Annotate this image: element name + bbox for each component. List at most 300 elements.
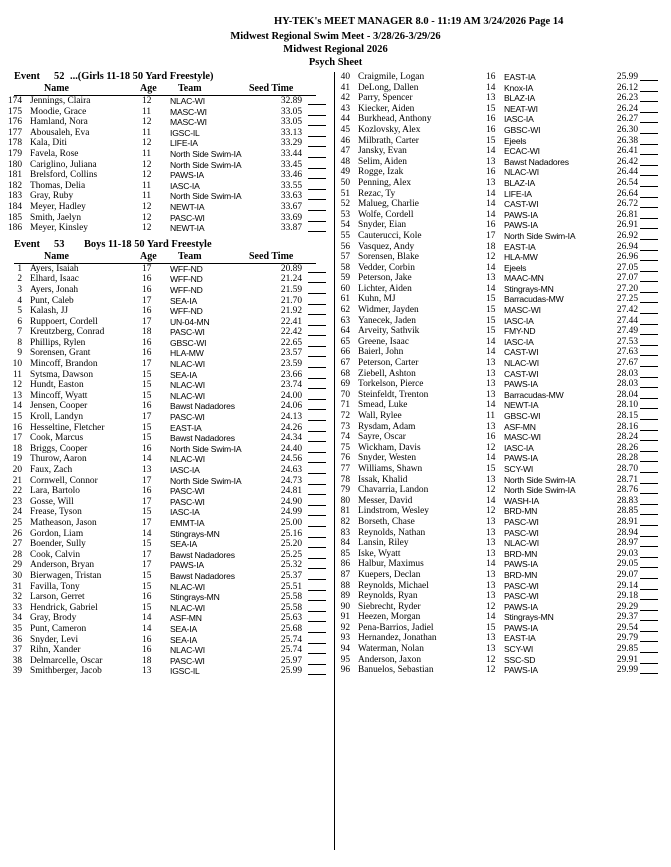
seed-time: 26.44 xyxy=(616,167,638,178)
finals-time-blank xyxy=(640,644,658,653)
swimmer-age: 13 xyxy=(142,666,152,677)
finals-time-blank xyxy=(640,506,658,515)
swimmer-age: 13 xyxy=(486,358,496,369)
table-row xyxy=(14,635,330,646)
column-headers xyxy=(14,84,316,96)
finals-time-blank xyxy=(640,125,658,134)
swimmer-team: GBSC-WI xyxy=(504,411,541,421)
seed-time: 33.69 xyxy=(280,212,302,223)
swimmer-team: NLAC-WI xyxy=(170,454,205,465)
seed-rank: 16 xyxy=(12,422,22,433)
finals-time-blank xyxy=(308,603,326,612)
finals-time-blank xyxy=(640,358,658,367)
swimmer-age: 16 xyxy=(142,284,152,295)
seed-time: 26.27 xyxy=(616,114,638,125)
event-52-rows xyxy=(7,96,330,234)
table-row xyxy=(14,571,330,582)
swimmer-team: North Side Swim-IA xyxy=(504,230,576,241)
finals-time-blank xyxy=(308,202,326,211)
seed-rank: 46 xyxy=(340,135,350,146)
swimmer-name: Briggs, Cooper xyxy=(30,443,88,454)
table-row xyxy=(340,400,660,411)
seed-rank: 79 xyxy=(340,485,350,496)
swimmer-age: 13 xyxy=(486,368,496,379)
swimmer-team: North Side Swim-IA xyxy=(170,475,242,486)
finals-time-blank xyxy=(308,529,326,538)
table-row xyxy=(340,294,660,305)
seed-rank: 68 xyxy=(340,368,350,379)
finals-time-blank xyxy=(308,274,326,283)
finals-time-blank xyxy=(308,592,326,601)
swimmer-name: Wolfe, Cordell xyxy=(358,209,414,220)
swimmer-team: NLAC-WI xyxy=(170,645,205,656)
right-column xyxy=(340,72,660,676)
swimmer-name: Kuhn, MJ xyxy=(358,294,396,305)
swimmer-age: 12 xyxy=(486,665,496,676)
swimmer-age: 13 xyxy=(486,156,496,167)
seed-time: 25.68 xyxy=(280,623,302,634)
table-row xyxy=(340,242,660,253)
finals-time-blank xyxy=(308,338,326,347)
table-row xyxy=(340,612,660,623)
table-row xyxy=(7,201,330,213)
swimmer-team: IASC-IA xyxy=(170,507,200,518)
swimmer-name: Lichter, Aiden xyxy=(358,283,412,294)
swimmer-age: 15 xyxy=(142,422,152,433)
finals-time-blank xyxy=(640,475,658,484)
swimmer-name: Punt, Cameron xyxy=(30,623,87,634)
table-row xyxy=(340,220,660,231)
table-row xyxy=(340,316,660,327)
swimmer-team: Barracudas-MW xyxy=(504,294,564,305)
seed-time: 26.96 xyxy=(616,252,638,263)
swimmer-team: MASC-WI xyxy=(170,106,207,117)
swimmer-age: 17 xyxy=(142,560,152,571)
swimmer-age: 14 xyxy=(486,559,496,570)
seed-time: 21.24 xyxy=(280,274,302,285)
finals-time-blank xyxy=(640,337,658,346)
table-row xyxy=(14,348,330,359)
swimmer-name: Abousaleh, Eva xyxy=(30,127,90,138)
swimmer-team: WASH-IA xyxy=(504,495,540,506)
finals-time-blank xyxy=(308,433,326,442)
seed-rank: 77 xyxy=(340,463,350,474)
table-row xyxy=(340,443,660,454)
swimmer-age: 12 xyxy=(142,212,152,223)
finals-time-blank xyxy=(308,465,326,474)
finals-time-blank xyxy=(308,138,326,147)
swimmer-age: 15 xyxy=(142,539,152,550)
finals-time-blank xyxy=(308,571,326,580)
swimmer-name: Bierwagen, Tristan xyxy=(30,570,102,581)
seed-time: 26.12 xyxy=(616,82,638,93)
swimmer-name: Hamland, Nora xyxy=(30,117,88,128)
swimmer-team: MASC-WI xyxy=(504,305,541,316)
seed-rank: 67 xyxy=(340,358,350,369)
seed-time: 25.58 xyxy=(280,592,302,603)
swimmer-team: SEA-IA xyxy=(170,369,197,380)
seed-rank: 70 xyxy=(340,389,350,400)
swimmer-age: 18 xyxy=(142,655,152,666)
seed-rank: 36 xyxy=(12,634,22,645)
swimmer-age: 15 xyxy=(486,305,496,316)
seed-rank: 182 xyxy=(7,180,22,191)
swimmer-name: Kalash, JJ xyxy=(30,306,69,317)
swimmer-name: Anderson, Jaxon xyxy=(358,654,422,665)
finals-time-blank xyxy=(640,559,658,568)
swimmer-team: UN-04-MN xyxy=(170,316,210,327)
swimmer-team: SEA-IA xyxy=(170,539,197,550)
table-row xyxy=(14,370,330,381)
swimmer-age: 14 xyxy=(486,188,496,199)
swimmer-age: 15 xyxy=(142,581,152,592)
finals-time-blank xyxy=(308,454,326,463)
swimmer-name: Kuepers, Declan xyxy=(358,569,421,580)
swimmer-team: MASC-WI xyxy=(170,117,207,128)
table-row xyxy=(7,138,330,149)
table-row xyxy=(340,602,660,613)
finals-time-blank xyxy=(640,104,658,113)
table-row xyxy=(340,83,660,94)
seed-rank: 91 xyxy=(340,612,350,623)
seed-rank: 95 xyxy=(340,654,350,665)
finals-time-blank xyxy=(640,390,658,399)
table-row xyxy=(340,390,660,401)
table-row xyxy=(14,359,330,370)
swimmer-name: Sorensen, Grant xyxy=(30,348,91,359)
seed-rank: 87 xyxy=(340,569,350,580)
swimmer-name: Malueg, Charlie xyxy=(358,199,419,210)
swimmer-team: PASC-WI xyxy=(504,580,539,591)
seed-time: 25.00 xyxy=(280,517,302,528)
swimmer-team: Stingrays-MN xyxy=(504,283,554,294)
finals-time-blank xyxy=(308,486,326,495)
finals-time-blank xyxy=(640,485,658,494)
swimmer-age: 14 xyxy=(142,528,152,539)
seed-rank: 96 xyxy=(340,665,350,676)
swimmer-team: NLAC-WI xyxy=(504,538,539,549)
swimmer-name: Rezac, Ty xyxy=(358,188,396,199)
swimmer-name: Snyder, Levi xyxy=(30,634,79,645)
seed-rank: 177 xyxy=(7,127,22,138)
swimmer-age: 12 xyxy=(142,117,152,128)
swimmer-team: Bawst Nadadores xyxy=(504,156,569,167)
swimmer-team: WFF-ND xyxy=(170,274,203,285)
swimmer-age: 17 xyxy=(142,549,152,560)
finals-time-blank xyxy=(640,655,658,664)
finals-time-blank xyxy=(640,464,658,473)
seed-time: 23.57 xyxy=(280,348,302,359)
swimmer-team: NEWT-IA xyxy=(170,201,205,212)
swimmer-team: EAST-IA xyxy=(504,241,536,252)
swimmer-age: 16 xyxy=(142,401,152,412)
seed-time: 28.26 xyxy=(616,442,638,453)
table-row xyxy=(340,655,660,666)
swimmer-name: Rysdam, Adam xyxy=(358,421,416,432)
seed-rank: 44 xyxy=(340,114,350,125)
event-53-rows-right xyxy=(340,72,660,676)
table-row xyxy=(340,72,660,83)
seed-time: 28.70 xyxy=(616,463,638,474)
seed-time: 25.37 xyxy=(280,570,302,581)
seed-time: 23.66 xyxy=(280,369,302,380)
swimmer-name: Ziebell, Ashton xyxy=(358,368,416,379)
seed-rank: 57 xyxy=(340,252,350,263)
swimmer-team: NLAC-WI xyxy=(170,96,205,106)
swimmer-team: BLAZ-IA xyxy=(504,93,536,104)
finals-time-blank xyxy=(308,613,326,622)
seed-time: 33.67 xyxy=(280,201,302,212)
swimmer-team: ASF-MN xyxy=(504,421,536,432)
seed-rank: 186 xyxy=(7,223,22,234)
table-row xyxy=(7,191,330,202)
swimmer-age: 15 xyxy=(486,135,496,146)
finals-time-blank xyxy=(308,149,326,158)
seed-rank: 30 xyxy=(12,570,22,581)
swimmer-age: 17 xyxy=(142,316,152,327)
swimmer-name: Cook, Marcus xyxy=(30,433,84,444)
table-row xyxy=(14,401,330,412)
seed-time: 27.25 xyxy=(616,294,638,305)
seed-time: 24.99 xyxy=(280,507,302,518)
swimmer-name: Kiecker, Aiden xyxy=(358,103,415,114)
swimmer-age: 15 xyxy=(486,622,496,633)
table-row xyxy=(340,453,660,464)
seed-rank: 41 xyxy=(340,82,350,93)
seed-rank: 33 xyxy=(12,602,22,613)
finals-time-blank xyxy=(640,453,658,462)
finals-time-blank xyxy=(640,136,658,145)
swimmer-team: North Side Swim-IA xyxy=(170,159,242,170)
col-name: Name xyxy=(44,83,69,94)
table-row xyxy=(14,539,330,550)
seed-time: 25.32 xyxy=(280,560,302,571)
swimmer-age: 12 xyxy=(486,506,496,517)
seed-time: 26.30 xyxy=(616,124,638,135)
swimmer-name: Wickham, Davis xyxy=(358,442,421,453)
swimmer-team: BLAZ-IA xyxy=(504,177,536,188)
swimmer-team: NLAC-WI xyxy=(504,358,539,369)
seed-time: 25.58 xyxy=(280,602,302,613)
finals-time-blank xyxy=(308,518,326,527)
table-row xyxy=(14,454,330,465)
seed-time: 32.89 xyxy=(280,96,302,106)
seed-time: 26.54 xyxy=(616,177,638,188)
table-row xyxy=(7,148,330,160)
seed-rank: 174 xyxy=(7,96,22,106)
swimmer-age: 17 xyxy=(142,263,152,274)
swimmer-team: NEWT-IA xyxy=(170,223,205,234)
table-row xyxy=(7,117,330,128)
seed-time: 22.65 xyxy=(280,337,302,348)
seed-time: 29.18 xyxy=(616,591,638,602)
swimmer-age: 17 xyxy=(142,412,152,423)
finals-time-blank xyxy=(640,114,658,123)
seed-time: 25.25 xyxy=(280,549,302,560)
table-row xyxy=(340,369,660,380)
swimmer-name: Thomas, Delia xyxy=(30,180,86,191)
table-row xyxy=(340,231,660,242)
seed-time: 28.15 xyxy=(616,411,638,421)
swimmer-team: PAWS-IA xyxy=(170,560,204,571)
finals-time-blank xyxy=(640,72,658,81)
swimmer-age: 14 xyxy=(486,146,496,157)
swimmer-age: 13 xyxy=(486,273,496,284)
swimmer-team: IASC-IA xyxy=(170,465,200,475)
swimmer-name: Kreutzberg, Conrad xyxy=(30,327,105,338)
swimmer-team: IASC-IA xyxy=(504,114,534,125)
swimmer-name: Widmer, Jayden xyxy=(358,305,419,316)
seed-rank: 55 xyxy=(340,230,350,241)
swimmer-team: EAST-IA xyxy=(504,72,536,82)
table-row xyxy=(14,306,330,317)
seed-time: 33.44 xyxy=(280,148,302,159)
seed-time: 24.81 xyxy=(280,486,302,497)
swimmer-age: 13 xyxy=(486,644,496,655)
finals-time-blank xyxy=(640,623,658,632)
seed-rank: 8 xyxy=(17,337,22,348)
swimmer-age: 13 xyxy=(486,591,496,602)
seed-rank: 22 xyxy=(12,486,22,497)
seed-time: 26.81 xyxy=(616,209,638,220)
swimmer-name: Delmarcelle, Oscar xyxy=(30,655,103,666)
seed-time: 33.46 xyxy=(280,170,302,181)
table-row xyxy=(340,464,660,475)
seed-rank: 47 xyxy=(340,146,350,157)
table-row xyxy=(14,338,330,349)
swimmer-age: 13 xyxy=(486,569,496,580)
finals-time-blank xyxy=(308,624,326,633)
table-row xyxy=(340,644,660,655)
swimmer-team: ECAC-WI xyxy=(504,146,540,157)
finals-time-blank xyxy=(308,444,326,453)
seed-rank: 27 xyxy=(12,539,22,550)
swimmer-age: 14 xyxy=(486,347,496,358)
finals-time-blank xyxy=(308,128,326,137)
swimmer-age: 14 xyxy=(486,400,496,411)
swimmer-age: 16 xyxy=(142,486,152,497)
table-row xyxy=(340,136,660,147)
swimmer-age: 12 xyxy=(142,223,152,234)
swimmer-name: Matheason, Jason xyxy=(30,517,97,528)
table-row xyxy=(340,104,660,115)
swimmer-name: Waterman, Nolan xyxy=(358,644,424,655)
finals-time-blank xyxy=(640,517,658,526)
swimmer-age: 16 xyxy=(486,72,496,82)
finals-time-blank xyxy=(308,582,326,591)
table-row xyxy=(340,559,660,570)
table-row xyxy=(340,273,660,284)
swimmer-team: PAWS-IA xyxy=(504,220,538,231)
seed-rank: 28 xyxy=(12,549,22,560)
finals-time-blank xyxy=(640,538,658,547)
seed-rank: 86 xyxy=(340,559,350,570)
swimmer-team: North Side Swim-IA xyxy=(170,191,242,202)
swimmer-team: PASC-WI xyxy=(170,486,205,497)
finals-time-blank xyxy=(640,157,658,166)
table-row xyxy=(14,296,330,307)
table-row xyxy=(340,199,660,210)
finals-time-blank xyxy=(308,160,326,169)
seed-rank: 88 xyxy=(340,580,350,591)
swimmer-name: Faux, Zach xyxy=(30,465,73,475)
finals-time-blank xyxy=(640,570,658,579)
swimmer-name: Sorensen, Blake xyxy=(358,252,419,263)
finals-time-blank xyxy=(640,602,658,611)
swimmer-name: Boender, Sully xyxy=(30,539,86,550)
swimmer-age: 12 xyxy=(486,252,496,263)
swimmer-age: 13 xyxy=(486,379,496,390)
swimmer-age: 14 xyxy=(142,613,152,624)
finals-time-blank xyxy=(640,591,658,600)
seed-rank: 35 xyxy=(12,623,22,634)
seed-rank: 32 xyxy=(12,592,22,603)
swimmer-team: BRD-MN xyxy=(504,506,538,517)
swimmer-age: 15 xyxy=(142,433,152,444)
seed-time: 26.24 xyxy=(616,103,638,114)
seed-rank: 24 xyxy=(12,507,22,518)
table-row xyxy=(7,212,330,224)
col-team: Team xyxy=(178,250,202,262)
swimmer-team: SEA-IA xyxy=(170,623,197,634)
finals-time-blank xyxy=(640,220,658,229)
swimmer-name: Arveity, Sathvik xyxy=(358,326,420,337)
swimmer-age: 17 xyxy=(142,496,152,507)
seed-rank: 62 xyxy=(340,305,350,316)
table-row xyxy=(340,157,660,168)
table-row xyxy=(340,591,660,602)
swimmer-age: 15 xyxy=(486,315,496,326)
swimmer-team: CAST-WI xyxy=(504,199,539,210)
table-row xyxy=(7,170,330,181)
swimmer-team: PAWS-IA xyxy=(504,379,538,390)
swimmer-age: 16 xyxy=(486,220,496,231)
swimmer-age: 13 xyxy=(486,580,496,591)
seed-rank: 58 xyxy=(340,262,350,273)
swimmer-age: 17 xyxy=(142,475,152,486)
table-row xyxy=(14,444,330,455)
seed-time: 28.83 xyxy=(616,495,638,506)
table-row xyxy=(14,529,330,540)
table-row xyxy=(340,570,660,581)
swimmer-team: PASC-WI xyxy=(504,591,539,602)
finals-time-blank xyxy=(640,612,658,621)
table-row xyxy=(340,411,660,422)
swimmer-team: IASC-IA xyxy=(504,442,534,453)
seed-time: 24.63 xyxy=(280,465,302,475)
seed-time: 33.55 xyxy=(280,180,302,191)
table-row xyxy=(340,178,660,189)
seed-rank: 80 xyxy=(340,495,350,506)
swimmer-age: 16 xyxy=(142,443,152,454)
swimmer-name: Parry, Spencer xyxy=(358,93,413,104)
swimmer-age: 13 xyxy=(486,421,496,432)
swimmer-name: Hernandez, Jonathan xyxy=(358,633,437,644)
swimmer-team: PAWS-IA xyxy=(504,622,538,633)
seed-rank: 29 xyxy=(12,560,22,571)
seed-time: 28.16 xyxy=(616,421,638,432)
seed-rank: 7 xyxy=(17,327,22,338)
finals-time-blank xyxy=(640,369,658,378)
swimmer-name: Gray, Brody xyxy=(30,613,77,624)
swimmer-age: 13 xyxy=(142,465,152,475)
seed-rank: 64 xyxy=(340,326,350,337)
swimmer-name: Vasquez, Andy xyxy=(358,241,415,252)
table-row xyxy=(340,210,660,221)
table-row xyxy=(340,93,660,104)
swimmer-age: 16 xyxy=(142,274,152,285)
swimmer-age: 14 xyxy=(486,336,496,347)
